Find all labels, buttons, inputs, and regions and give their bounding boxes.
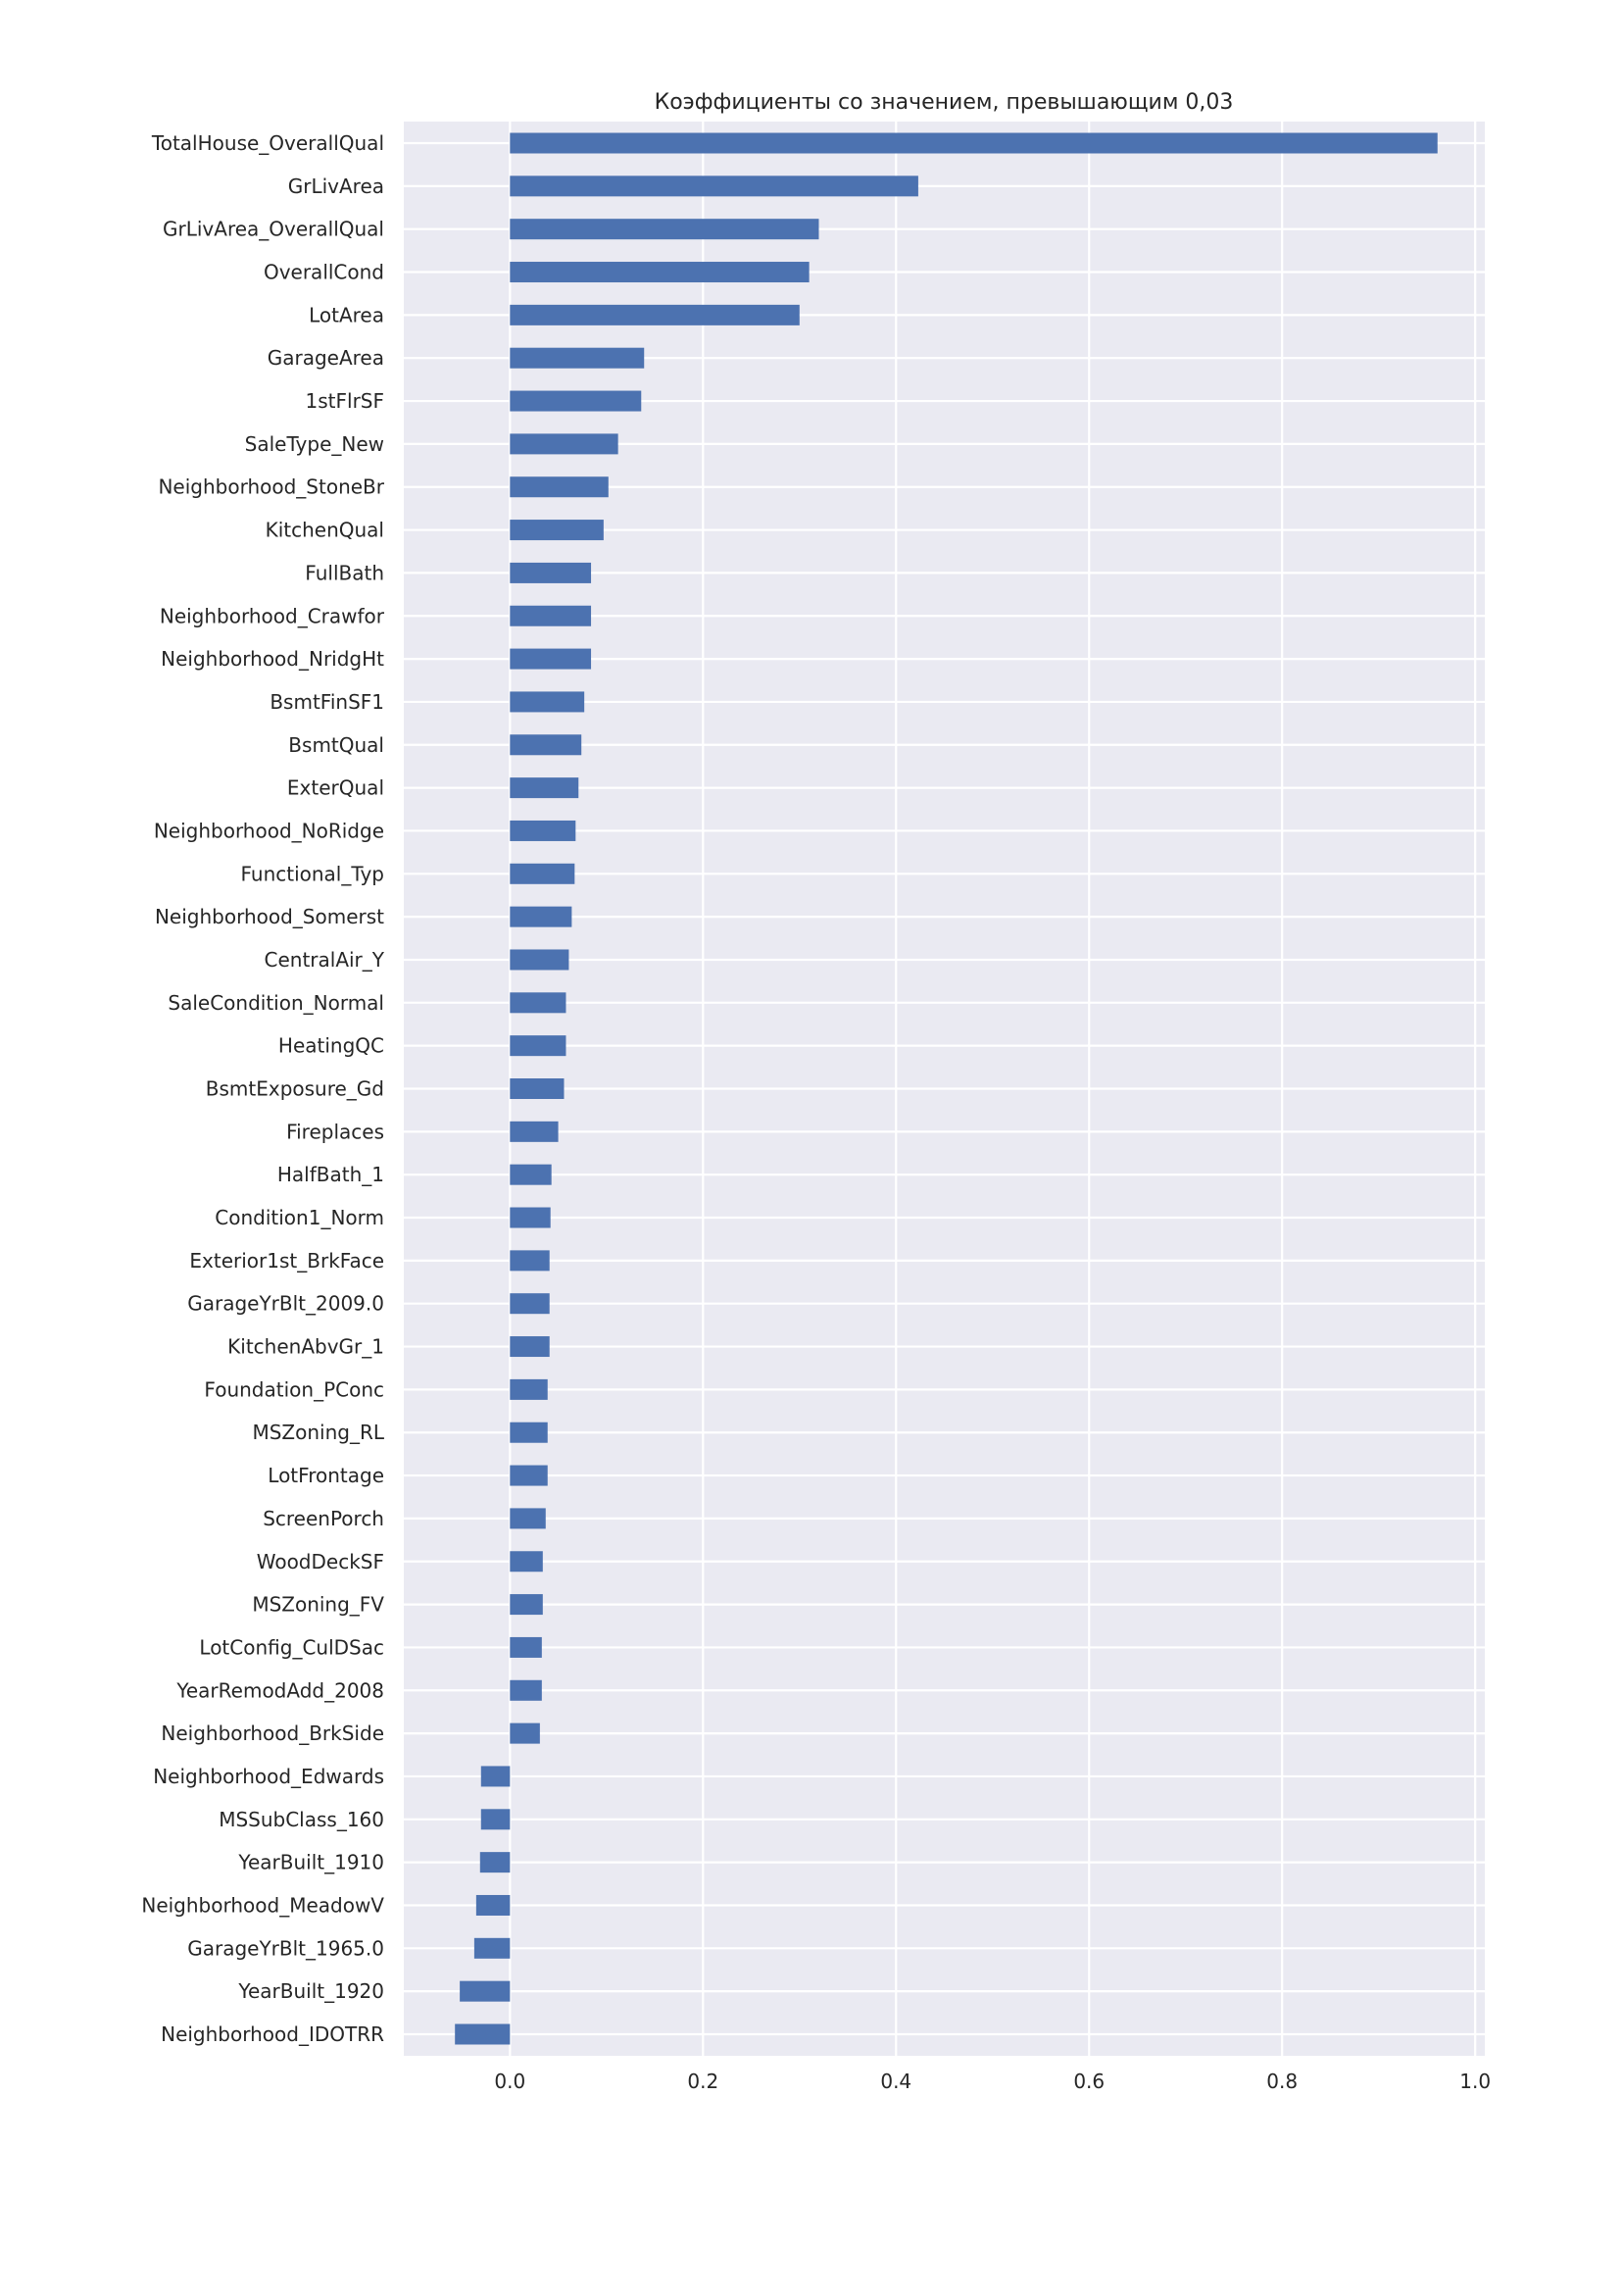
bar bbox=[510, 777, 578, 798]
bar bbox=[510, 1035, 566, 1056]
bar bbox=[510, 219, 818, 239]
bar bbox=[510, 433, 617, 454]
category-label: Neighborhood_StoneBr bbox=[158, 474, 384, 499]
category-label: KitchenAbvGr_1 bbox=[227, 1334, 384, 1359]
bar bbox=[510, 262, 809, 282]
category-label: OverallCond bbox=[263, 260, 384, 284]
category-label: Neighborhood_NridgHt bbox=[161, 647, 384, 672]
bar bbox=[510, 1594, 542, 1615]
bar bbox=[510, 1078, 564, 1099]
x-tick-label: 0.8 bbox=[1266, 2070, 1299, 2093]
bar bbox=[510, 606, 591, 626]
category-label: GarageYrBlt_1965.0 bbox=[187, 1936, 384, 1961]
category-label: SaleCondition_Normal bbox=[168, 990, 384, 1015]
bar bbox=[510, 348, 644, 369]
category-label: GrLivArea bbox=[287, 174, 384, 198]
category-label: YearBuilt_1920 bbox=[238, 1979, 384, 2004]
category-label: GarageYrBlt_2009.0 bbox=[187, 1291, 384, 1316]
x-tick-label: 0.2 bbox=[687, 2070, 719, 2093]
bar bbox=[510, 949, 568, 970]
category-label: BsmtQual bbox=[288, 732, 384, 757]
x-tick-label: 0.6 bbox=[1073, 2070, 1106, 2093]
category-label: Neighborhood_Edwards bbox=[153, 1764, 384, 1788]
bar bbox=[510, 691, 584, 712]
category-label: Condition1_Norm bbox=[215, 1206, 384, 1230]
category-label: LotConfig_CulDSac bbox=[199, 1635, 384, 1660]
bar bbox=[510, 1122, 558, 1142]
bar bbox=[510, 907, 571, 927]
bar bbox=[510, 1723, 540, 1744]
bar bbox=[510, 1379, 547, 1400]
category-label: GrLivArea_OverallQual bbox=[163, 217, 384, 241]
category-label: WoodDeckSF bbox=[256, 1549, 384, 1573]
category-label: Neighborhood_Crawfor bbox=[159, 604, 384, 628]
category-label: Neighborhood_IDOTRR bbox=[161, 2022, 384, 2046]
bar bbox=[510, 1336, 549, 1357]
x-tick-label: 1.0 bbox=[1459, 2070, 1492, 2093]
category-label: MSZoning_FV bbox=[252, 1592, 384, 1617]
bar bbox=[510, 305, 799, 325]
bar bbox=[510, 1208, 550, 1228]
bar bbox=[476, 1895, 510, 1916]
category-label: Neighborhood_MeadowV bbox=[141, 1893, 384, 1918]
bar bbox=[510, 563, 591, 583]
category-label: Neighborhood_NoRidge bbox=[153, 819, 384, 843]
category-label: Fireplaces bbox=[286, 1120, 384, 1144]
category-label: FullBath bbox=[305, 561, 384, 585]
category-labels bbox=[141, 131, 384, 2046]
bar bbox=[510, 1551, 542, 1572]
bar bbox=[510, 864, 574, 884]
bar bbox=[510, 476, 608, 497]
bar bbox=[481, 1809, 511, 1829]
bar bbox=[510, 520, 604, 540]
bar bbox=[510, 734, 581, 755]
bar bbox=[510, 821, 575, 841]
bar bbox=[481, 1766, 511, 1786]
bar bbox=[474, 1938, 510, 1959]
category-label: HeatingQC bbox=[277, 1033, 384, 1058]
bar bbox=[510, 1466, 547, 1486]
category-label: MSSubClass_160 bbox=[219, 1807, 384, 1831]
bar bbox=[510, 1508, 545, 1528]
category-label: HalfBath_1 bbox=[276, 1163, 384, 1187]
category-label: LotFrontage bbox=[268, 1464, 384, 1488]
bar bbox=[510, 992, 566, 1013]
category-label: GarageArea bbox=[267, 346, 384, 371]
x-tick-label: 0.4 bbox=[880, 2070, 912, 2093]
category-label: Functional_Typ bbox=[240, 862, 384, 886]
category-label: Neighborhood_BrkSide bbox=[161, 1722, 384, 1746]
category-label: LotArea bbox=[309, 303, 384, 327]
bar bbox=[510, 1293, 549, 1314]
category-label: YearRemodAdd_2008 bbox=[176, 1678, 384, 1703]
bar bbox=[510, 1423, 547, 1443]
category-label: TotalHouse_OverallQual bbox=[151, 131, 384, 155]
category-label: Foundation_PConc bbox=[204, 1377, 384, 1402]
category-label: Exterior1st_BrkFace bbox=[189, 1248, 384, 1273]
bar bbox=[510, 1165, 551, 1185]
category-label: BsmtFinSF1 bbox=[270, 689, 384, 714]
category-label: YearBuilt_1910 bbox=[238, 1850, 384, 1874]
category-label: ExterQual bbox=[286, 775, 384, 800]
bar bbox=[510, 133, 1437, 154]
bar bbox=[480, 1852, 511, 1872]
bar bbox=[510, 175, 918, 196]
x-tick-label: 0.0 bbox=[494, 2070, 526, 2093]
category-label: CentralAir_Y bbox=[264, 947, 384, 972]
bar bbox=[455, 2024, 510, 2045]
category-label: 1stFlrSF bbox=[305, 389, 384, 414]
bar bbox=[510, 1680, 541, 1701]
bar bbox=[510, 1250, 549, 1271]
category-label: BsmtExposure_Gd bbox=[205, 1076, 384, 1101]
category-label: ScreenPorch bbox=[263, 1506, 384, 1530]
chart-title: Коэффициенты со значением, превышающим 0,03 bbox=[654, 90, 1234, 115]
category-label: SaleType_New bbox=[244, 431, 384, 456]
bar bbox=[460, 1981, 510, 2002]
category-label: Neighborhood_Somerst bbox=[154, 905, 384, 929]
bar bbox=[510, 1637, 541, 1658]
category-label: MSZoning_RL bbox=[252, 1421, 384, 1445]
category-label: KitchenQual bbox=[265, 518, 384, 542]
x-tick-labels bbox=[494, 2070, 1491, 2093]
bar bbox=[510, 391, 641, 412]
bar bbox=[510, 649, 591, 670]
